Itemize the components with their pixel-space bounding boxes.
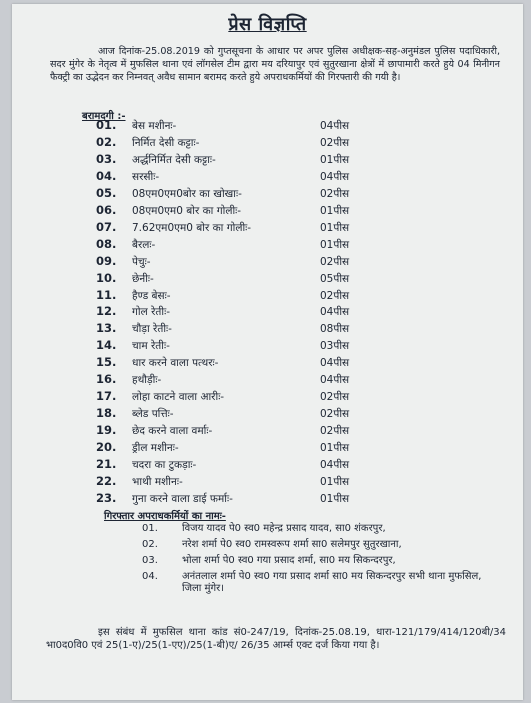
page-title: प्रेस विज्ञप्ति — [228, 14, 307, 35]
item-number: 13. — [96, 321, 117, 336]
item-number: 04. — [96, 168, 117, 183]
item-quantity: 03पीस — [320, 340, 350, 353]
list-item — [12, 321, 523, 338]
list-item — [12, 271, 523, 288]
list-item — [12, 457, 523, 474]
person-number: 03. — [142, 555, 158, 566]
item-quantity: 01पीस — [320, 153, 350, 166]
item-name: हैण्ड बेसः- — [132, 289, 171, 302]
list-item — [12, 406, 523, 423]
person-number: 01. — [142, 523, 158, 534]
item-number: 08. — [96, 236, 117, 251]
item-quantity: 08पीस — [320, 323, 350, 336]
item-name: छेनीः- — [132, 272, 154, 285]
item-name: ब्लेड पत्तिः- — [132, 408, 174, 421]
item-quantity: 04पीस — [320, 306, 350, 319]
item-quantity: 02पीस — [320, 136, 350, 149]
person-details: अनंतलाल शर्मा पे0 स्व0 गया प्रसाद शर्मा सा0 मय सिकन्दरपुर सभी थाना मुफसिल, जिला मुंगेर। — [182, 571, 482, 594]
intro-paragraph: आज दिनांक-25.08.2019 को गुप्तसूचना के आधार पर अपर पुलिस अधीक्षक-सह-अनुमंडल पुलिस पदाधिकारी, सदर मुंगेर के नेतृत्व में मुफसिल थाना एवं लॉगसेल टीम द्वारा मय दरियापुर एवं सुतुरखाना क्षेत्रों में छापामारी करते हुये 04 मिनीगन फैक्ट्री का उद्भेदन कर निम्नवत् अवैध सामान बरामद करते हुये अपराधकर्मियों की गिरफ्तारी की गयी है। — [50, 46, 500, 83]
item-quantity: 04पीस — [320, 120, 350, 132]
item-name: बेस मशीनः- — [132, 120, 177, 132]
item-quantity: 02पीस — [320, 289, 350, 302]
item-name: ड्रील मशीनः- — [132, 442, 179, 455]
list-item — [12, 440, 523, 457]
item-number: 01. — [96, 118, 117, 132]
person-details: विजय यादव पे0 स्व0 महेन्द्र प्रसाद यादव, सा0 शंकरपुर, — [182, 523, 386, 534]
list-item — [12, 237, 523, 254]
item-number: 11. — [96, 287, 117, 302]
item-number: 23. — [96, 490, 117, 505]
item-number: 10. — [96, 270, 117, 285]
item-quantity: 01पीस — [320, 204, 350, 217]
arrested-heading: गिरफ्तार अपराधकर्मियों का नामः- — [104, 511, 226, 522]
item-name: लोहा काटने वाला आरीः- — [132, 391, 225, 404]
item-number: 21. — [96, 457, 117, 471]
item-quantity: 05पीस — [320, 272, 350, 285]
item-name: 7.62एम0एम0 बोर का गोलीः- — [132, 221, 252, 234]
item-number: 19. — [96, 423, 117, 438]
press-release-page — [12, 4, 523, 700]
list-item — [12, 135, 523, 152]
item-name: गोल रेतीः- — [132, 306, 170, 319]
person-number: 04. — [142, 571, 158, 582]
item-number: 22. — [96, 473, 117, 488]
item-name: सरसीः- — [132, 170, 160, 183]
item-name: अर्द्धनिर्मित देसी कट्टाः- — [132, 153, 216, 166]
closing-paragraph: इस संबंध में मुफसिल थाना कांड सं0-247/19, दिनांक-25.08.19, धारा-121/179/414/120बी/34 भा0द0वि0 एवं 25(1-ए)/25(1-एए)/25(1-बी)ए/ 26/35 आर्म्स एक्ट दर्ज किया गया है। — [46, 627, 506, 651]
item-number: 17. — [96, 389, 117, 404]
item-number: 12. — [96, 304, 117, 319]
item-quantity: 01पीस — [320, 475, 350, 488]
list-item — [12, 372, 523, 389]
item-number: 09. — [96, 253, 117, 268]
item-number: 05. — [96, 185, 117, 200]
list-item — [12, 304, 523, 321]
item-name: गुना करने वाला डाई फर्माः- — [132, 492, 233, 505]
list-item — [12, 186, 523, 203]
item-quantity: 02पीस — [320, 255, 350, 268]
list-item — [12, 118, 523, 135]
item-number: 02. — [96, 134, 117, 149]
list-item — [12, 474, 523, 491]
item-quantity: 02पीस — [320, 391, 350, 404]
item-name: छेद करने वाला वर्माः- — [132, 425, 213, 438]
item-quantity: 01पीस — [320, 492, 350, 505]
item-number: 06. — [96, 202, 117, 217]
list-item — [12, 152, 523, 169]
item-name: निर्मित देसी कट्टाः- — [132, 136, 200, 149]
item-name: बैरलः- — [132, 238, 156, 251]
list-item — [12, 169, 523, 186]
item-number: 14. — [96, 338, 117, 353]
item-name: भाथी मशीनः- — [132, 475, 183, 488]
list-item — [12, 288, 523, 305]
item-name: धार करने वाला पत्थरः- — [132, 357, 219, 370]
item-name: पेचुः- — [132, 255, 151, 268]
item-quantity: 01पीस — [320, 238, 350, 251]
list-item — [12, 389, 523, 406]
item-quantity: 02पीस — [320, 408, 350, 421]
item-number: 16. — [96, 372, 117, 387]
person-details: नरेश शर्मा पे0 स्व0 रामस्वरूप शर्मा सा0 सलेमपुर सुतुरखाना, — [182, 539, 402, 550]
item-number: 15. — [96, 355, 117, 370]
item-number: 18. — [96, 406, 117, 421]
item-name: चाम रेतीः- — [132, 340, 170, 353]
item-name: 08एम0एम0बोर का खोखाः- — [132, 187, 242, 200]
list-item — [12, 220, 523, 237]
item-number: 20. — [96, 440, 117, 455]
list-item — [12, 491, 523, 508]
item-name: हथौड़ीः- — [132, 374, 162, 387]
list-item — [12, 338, 523, 355]
list-item — [12, 254, 523, 271]
item-quantity: 04पीस — [320, 170, 350, 183]
item-quantity: 01पीस — [320, 442, 350, 455]
item-quantity: 02पीस — [320, 187, 350, 200]
list-item — [12, 355, 523, 372]
item-number: 07. — [96, 219, 117, 234]
item-number: 03. — [96, 151, 117, 166]
item-name: चदरा का टुकड़ाः- — [132, 459, 197, 471]
person-number: 02. — [142, 539, 158, 550]
item-name: चौड़ा रेतीः- — [132, 323, 172, 336]
item-quantity: 04पीस — [320, 357, 350, 370]
list-item — [12, 423, 523, 440]
person-details: भोला शर्मा पे0 स्व0 गया प्रसाद शर्मा, सा0 मय सिकन्दरपुर, — [182, 555, 396, 566]
item-quantity: 04पीस — [320, 459, 350, 471]
list-item — [12, 203, 523, 220]
seized-items-heading: बरामदगी :- — [82, 111, 126, 122]
item-quantity: 04पीस — [320, 374, 350, 387]
item-name: 08एम0एम0 बोर का गोलीः- — [132, 204, 242, 217]
item-quantity: 02पीस — [320, 425, 350, 438]
item-quantity: 01पीस — [320, 221, 350, 234]
